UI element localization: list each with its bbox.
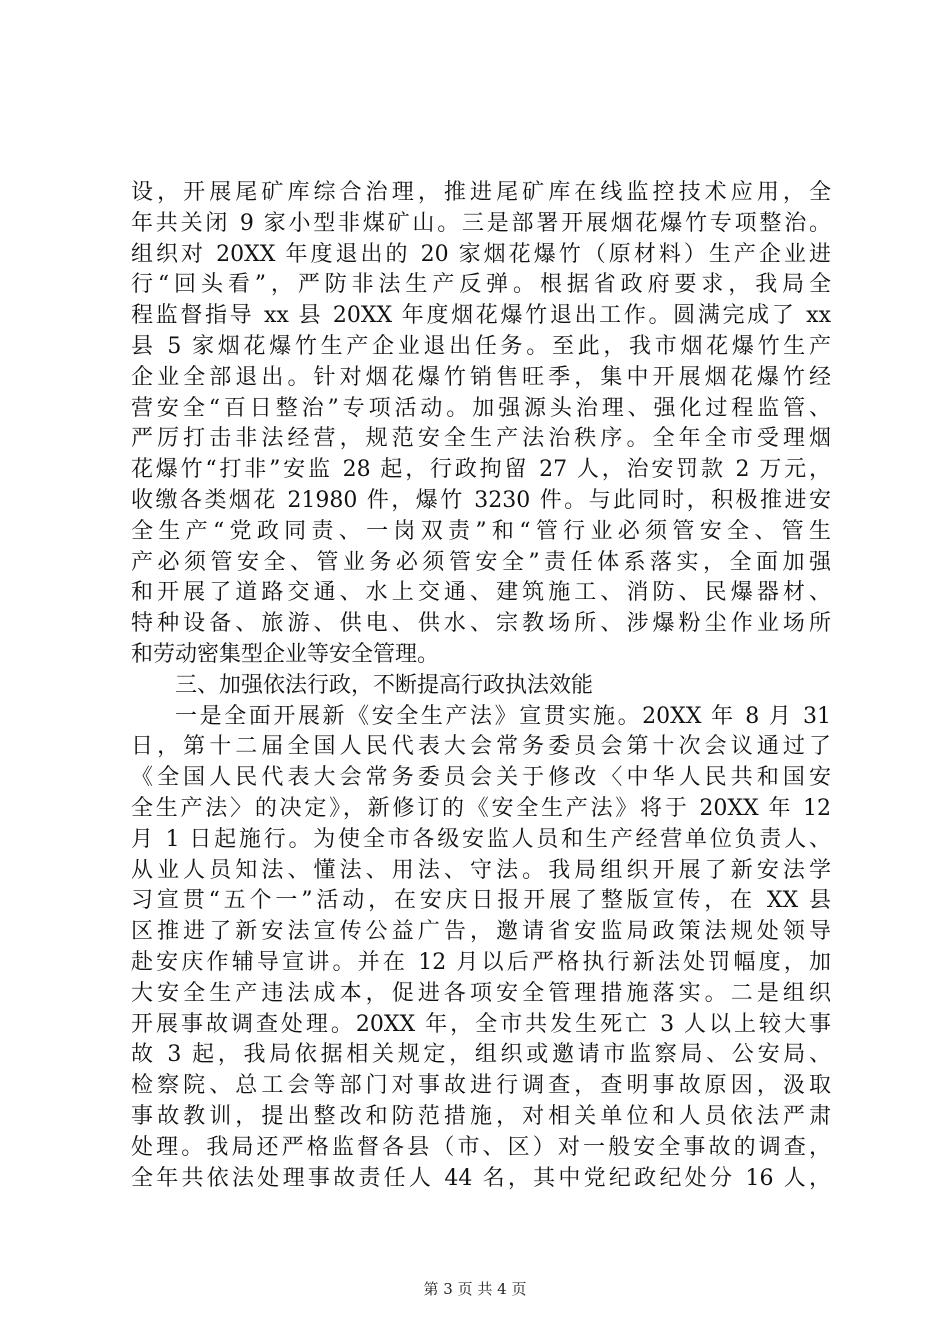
section-heading: 三、加强依法行政，不断提高行政执法效能 [175,672,594,698]
text-line: 收缴各类烟花 21980 件，爆竹 3230 件。与此同时，积极推进安 [131,487,831,513]
text-line: 开展事故调查处理。20XX 年，全市共发生死亡 3 人以上较大事 [131,1011,831,1037]
text-line: 《全国人民代表大会常务委员会关于修改〈中华人民共和国安 [131,765,831,791]
text-line: 日，第十二届全国人民代表大会常务委员会第十次会议通过了 [131,734,831,760]
text-line: 赴安庆作辅导宣讲。并在 12 月以后严格执行新法处罚幅度，加 [131,949,831,975]
text-line: 大安全生产违法成本，促进各项安全管理措施落实。二是组织 [131,980,831,1006]
text-line: 全生产“党政同责、一岗双责”和“管行业必须管安全、管生 [131,518,831,544]
text-line: 全年共依法处理事故责任人 44 名，其中党纪政纪处分 16 人， [131,1165,831,1191]
text-line: 和开展了道路交通、水上交通、建筑施工、消防、民爆器材、 [131,580,831,606]
text-line: 年共关闭 9 家小型非煤矿山。三是部署开展烟花爆竹专项整治。 [131,210,831,236]
text-line: 区推进了新安法宣传公益广告，邀请省安监局政策法规处领导 [131,919,831,945]
page-footer: 第 3 页 共 4 页 [423,1280,527,1298]
text-line: 检察院、总工会等部门对事故进行调查，查明事故原因，汲取 [131,1073,831,1099]
text-line: 事故教训，提出整改和防范措施，对相关单位和人员依法严肃 [131,1103,831,1129]
text-line: 组织对 20XX 年度退出的 20 家烟花爆竹（原材料）生产企业进 [131,241,831,267]
text-line: 月 1 日起施行。为使全市各级安监人员和生产经营单位负责人、 [131,826,831,852]
text-line: 设，开展尾矿库综合治理，推进尾矿库在线监控技术应用，全 [131,180,831,205]
text-line: 行“回头看”，严防非法生产反弹。根据省政府要求，我局全 [131,272,831,298]
text-line: 县 5 家烟花爆竹生产企业退出任务。至此，我市烟花爆竹生产 [131,333,831,359]
text-line: 程监督指导 xx 县 20XX 年度烟花爆竹退出工作。圆满完成了 xx [131,303,831,329]
document-body [131,178,831,1194]
text-line: 营安全“百日整治”专项活动。加强源头治理、强化过程监管、 [131,395,831,421]
text-line: 严厉打击非法经营，规范安全生产法治秩序。全年全市受理烟 [131,426,831,452]
text-line: 和劳动密集型企业等安全管理。 [131,641,440,667]
text-line: 特种设备、旅游、供电、供水、宗教场所、涉爆粉尘作业场所 [131,611,831,637]
text-line: 故 3 起，我局依据相关规定，组织或邀请市监察局、公安局、 [131,1042,831,1068]
text-line: 习宣贯“五个一”活动，在安庆日报开展了整版宣传，在 XX 县 [131,888,831,914]
text-line: 全生产法〉的决定》，新修订的《安全生产法》将于 20XX 年 12 [131,795,831,821]
text-line: 花爆竹“打非”安监 28 起，行政拘留 27 人，治安罚款 2 万元， [131,457,831,483]
text-line: 一是全面开展新《安全生产法》宣贯实施。20XX 年 8 月 31 [175,703,831,729]
text-line: 处理。我局还严格监督各县（市、区）对一般安全事故的调查， [131,1134,831,1160]
text-line: 企业全部退出。针对烟花爆竹销售旺季，集中开展烟花爆竹经 [131,364,831,390]
text-line: 产必须管安全、管业务必须管安全”责任体系落实，全面加强 [131,549,831,575]
text-line: 从业人员知法、懂法、用法、守法。我局组织开展了新安法学 [131,857,831,883]
